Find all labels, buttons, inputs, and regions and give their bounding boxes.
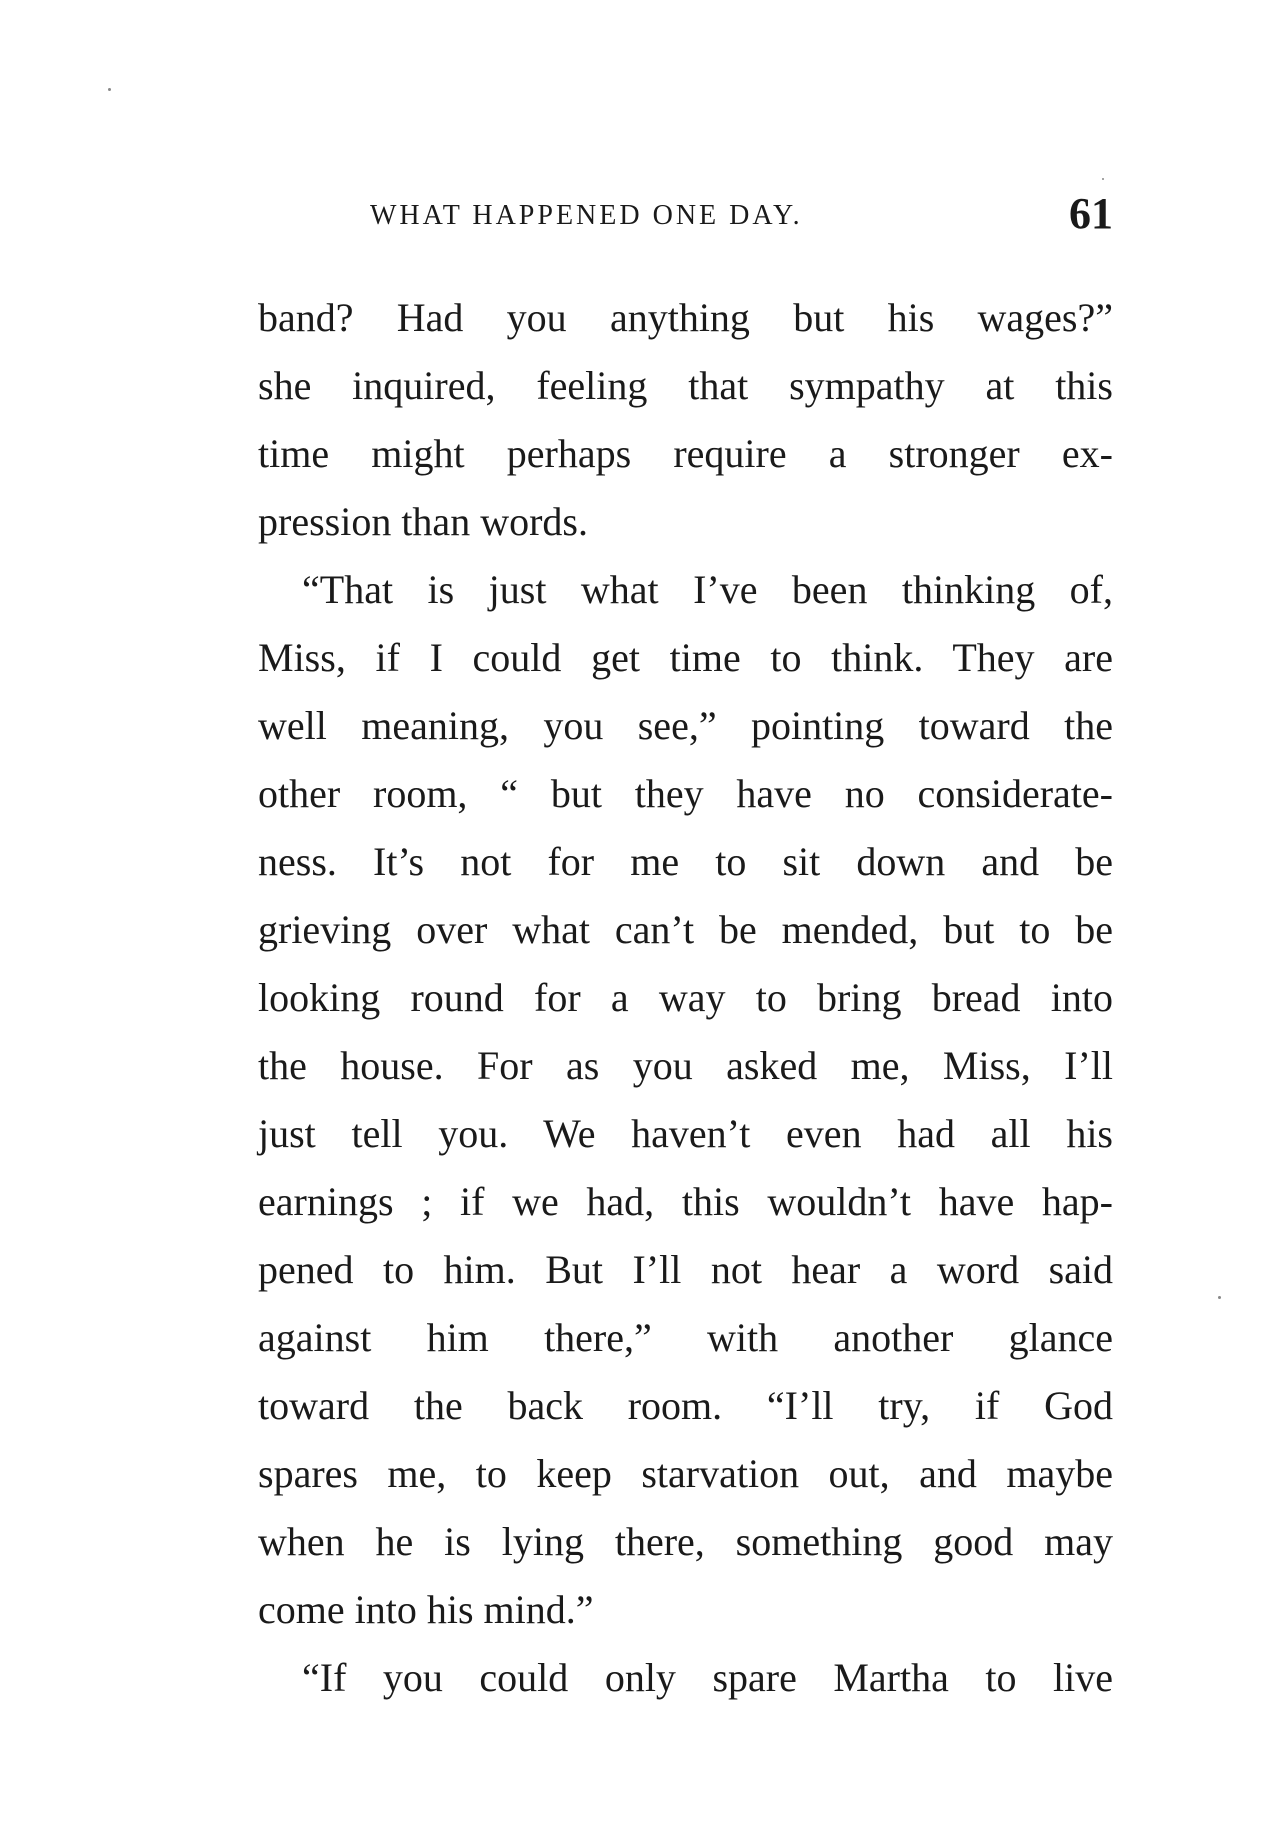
text-line: just tell you. We haven’t even had all his xyxy=(258,1111,1113,1156)
text-line: toward the back room. “I’ll try, if God xyxy=(258,1383,1113,1428)
text-line: spares me, to keep starvation out, and maybe xyxy=(258,1451,1113,1496)
text-line: when he is lying there, something good may xyxy=(258,1519,1113,1564)
text-line: band? Had you anything but his wages?” xyxy=(258,295,1113,340)
text-line: pression than words. xyxy=(258,499,588,544)
text-line: “That is just what I’ve been thinking of, xyxy=(302,567,1113,612)
text-line: well meaning, you see,” pointing toward the xyxy=(258,703,1113,748)
text-line: time might perhaps require a stronger ex- xyxy=(258,431,1113,476)
text-line: grieving over what can’t be mended, but to be xyxy=(258,907,1113,952)
paper-speck xyxy=(108,88,111,91)
text-line: ness. It’s not for me to sit down and be xyxy=(258,839,1113,884)
text-line: she inquired, feeling that sympathy at this xyxy=(258,363,1113,408)
text-line: other room, “ but they have no considerate- xyxy=(258,771,1113,816)
text-line: Miss, if I could get time to think. They are xyxy=(258,635,1113,680)
page-number: 61 xyxy=(1069,189,1113,238)
text-line: pened to him. But I’ll not hear a word said xyxy=(258,1247,1113,1292)
running-head xyxy=(258,188,1113,244)
paper-speck xyxy=(1218,1296,1221,1299)
text-line: against him there,” with another glance xyxy=(258,1315,1113,1360)
running-title: WHAT HAPPENED ONE DAY. xyxy=(370,200,803,231)
text-line: come into his mind.” xyxy=(258,1587,594,1632)
body-text xyxy=(258,284,1113,1712)
text-line: looking round for a way to bring bread into xyxy=(258,975,1113,1020)
text-line: the house. For as you asked me, Miss, I’ll xyxy=(258,1043,1113,1088)
text-line: earnings ; if we had, this wouldn’t have hap- xyxy=(258,1179,1113,1224)
paper-speck xyxy=(1102,178,1104,180)
text-line: “If you could only spare Martha to live xyxy=(302,1655,1113,1700)
